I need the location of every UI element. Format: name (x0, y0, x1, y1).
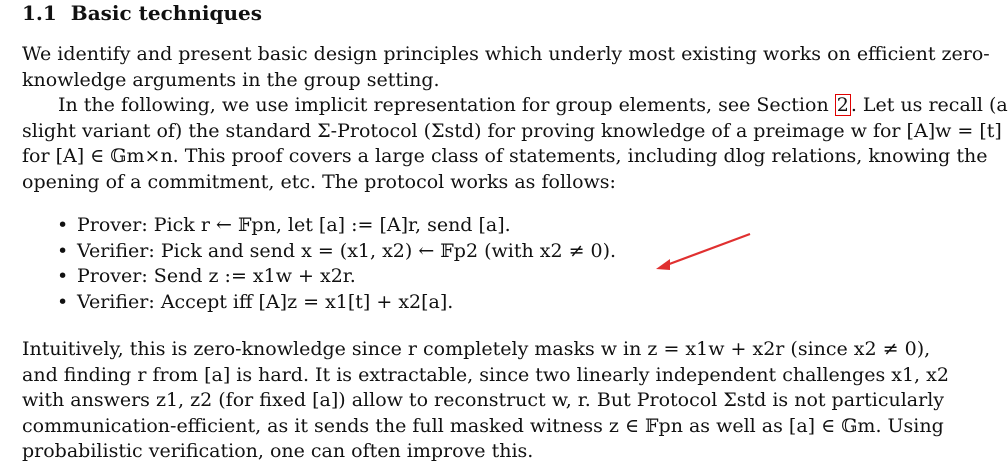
paragraph-line: communication-efficient, as it sends the full masked witness z ∈ 𝔽pn as well as [a] ∈ 𝔾m. Using (22, 414, 944, 437)
paragraph-line: Intuitively, this is zero-knowledge since r completely masks w in z = x1w + x2r (since x2 ≠ 0), (22, 338, 931, 360)
paragraph-text: In the following, we use implicit representation for group elements, see Section (58, 94, 829, 116)
section-number: 1.1 (22, 1, 57, 25)
paragraph-text: . Let us recall (a (850, 94, 1008, 116)
paragraph-protocol-description (22, 93, 1008, 195)
paragraph-line: and finding r from [a] is hard. It is extractable, since two linearly independent challenges x1, x2 (22, 363, 949, 386)
protocol-steps-list (57, 213, 616, 315)
paragraph-line: We identify and present basic design principles which underly most existing works on efficient zero- (22, 43, 990, 65)
paragraph-line: probabilistic verification, one can often improve this. (22, 440, 534, 463)
annotation-arrow-icon (650, 228, 760, 278)
paragraph-intro (22, 42, 990, 93)
protocol-step: • Verifier: Pick and send x = (x1, x2) ← 𝔽p2 (with x2 ≠ 0). (57, 239, 616, 265)
section-heading (22, 1, 262, 25)
paragraph-line: slight variant of) the standard Σ-Protocol (Σstd) for proving knowledge of a preimage w for [A]w = [t] (22, 119, 1002, 142)
paragraph-line: for [A] ∈ 𝔾m×n. This proof covers a large class of statements, including dlog relations, knowing the (22, 145, 988, 168)
paragraph-analysis (22, 337, 947, 465)
protocol-step: • Prover: Pick r ← 𝔽pn, let [a] := [A]r, send [a]. (57, 213, 616, 239)
paragraph-line: with answers z1, z2 (for fixed [a]) allow to reconstruct w, r. But Protocol Σstd is not particularly (22, 389, 945, 412)
protocol-step: • Verifier: Accept iff [A]z = x1[t] + x2[a]. (57, 290, 616, 316)
protocol-step: • Prover: Send z := x1w + x2r. (57, 264, 616, 290)
paragraph-line: knowledge arguments in the group setting. (22, 68, 440, 91)
paragraph-line: opening of a commitment, etc. The protocol works as follows: (22, 170, 616, 193)
paragraph-line (22, 93, 1008, 119)
section-reference-link[interactable]: 2 (836, 94, 849, 116)
section-title: Basic techniques (70, 1, 262, 25)
